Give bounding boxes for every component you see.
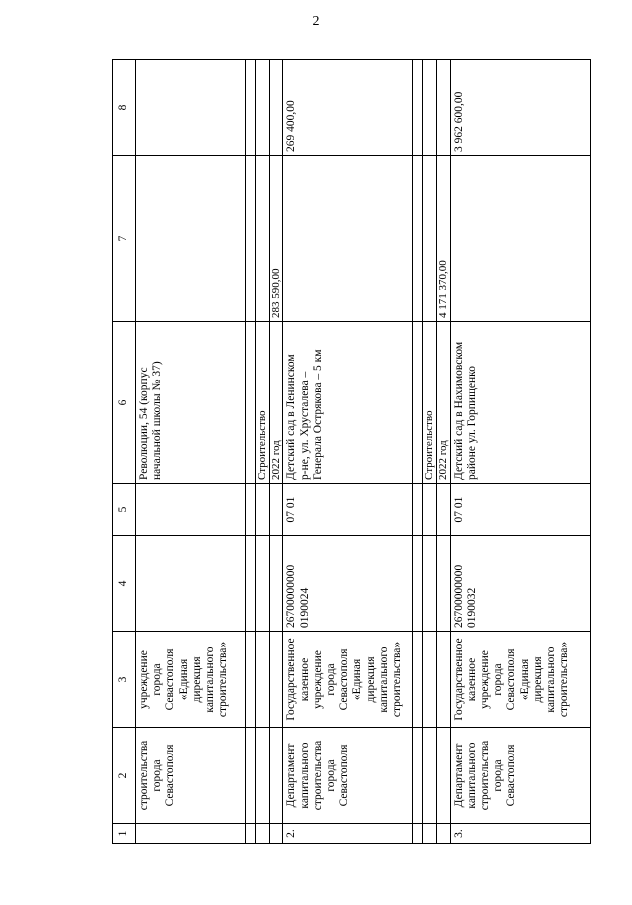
column-header: 6 xyxy=(113,322,136,484)
table-cell xyxy=(136,484,246,536)
type-row xyxy=(423,60,437,844)
year-value: 4 171 370,00 xyxy=(436,156,450,322)
code-cell: 26700000000 0190032 xyxy=(450,536,590,632)
rotated-table-container xyxy=(112,60,584,844)
amount-cell: 269 400,00 xyxy=(283,60,413,156)
year-label: 2022 год xyxy=(436,322,450,484)
year-row xyxy=(269,60,283,844)
spacer-row xyxy=(413,60,423,844)
table-row xyxy=(283,60,413,844)
year-value: 283 590,00 xyxy=(269,156,283,322)
institution-cell: учреждение города Севастополя «Единая дирекция капитального строительства» xyxy=(136,632,246,728)
row-number: 2. xyxy=(283,824,413,844)
continuation-row xyxy=(136,60,246,844)
amount-cell xyxy=(283,156,413,322)
row-number: 3. xyxy=(450,824,590,844)
year-label: 2022 год xyxy=(269,322,283,484)
type-label: Строительство xyxy=(423,322,437,484)
table-cell xyxy=(136,824,246,844)
column-header: 5 xyxy=(113,484,136,536)
department-cell: Департамент капитального строительства города Севастополя xyxy=(283,728,413,824)
year-row xyxy=(436,60,450,844)
table-cell xyxy=(136,536,246,632)
section-cell: 07 01 xyxy=(283,484,413,536)
type-label: Строительство xyxy=(256,322,270,484)
spacer-row xyxy=(246,60,256,844)
object-cell: Детский сад в Нахимовском районе ул. Горпищенко xyxy=(450,322,590,484)
section-cell: 07 01 xyxy=(450,484,590,536)
institution-cell: Государственное казенное учреждение города Севастополя «Единая дирекция капитального строительства» xyxy=(283,632,413,728)
column-header: 8 xyxy=(113,60,136,156)
column-header: 3 xyxy=(113,632,136,728)
department-cell: строительства города Севастополя xyxy=(136,728,246,824)
budget-table xyxy=(112,59,591,844)
column-header: 4 xyxy=(113,536,136,632)
amount-cell: 3 962 600,00 xyxy=(450,60,590,156)
column-header: 2 xyxy=(113,728,136,824)
column-header: 7 xyxy=(113,156,136,322)
department-cell: Департамент капитального строительства города Севастополя xyxy=(450,728,590,824)
object-cell: Детский сад в Ленинском р-не, ул. Хрусталева – Генерала Острякова – 5 км xyxy=(283,322,413,484)
column-header: 1 xyxy=(113,824,136,844)
object-cell: Революции, 54 (корпус начальной школы № 37) xyxy=(136,322,246,484)
table-row xyxy=(450,60,590,844)
header-row xyxy=(113,60,136,844)
page-number: 2 xyxy=(312,14,320,29)
table-cell xyxy=(136,60,246,156)
amount-cell xyxy=(450,156,590,322)
code-cell: 26700000000 0190024 xyxy=(283,536,413,632)
table-cell xyxy=(136,156,246,322)
institution-cell: Государственное казенное учреждение города Севастополя «Единая дирекция капитального строительства» xyxy=(450,632,590,728)
type-row xyxy=(256,60,270,844)
